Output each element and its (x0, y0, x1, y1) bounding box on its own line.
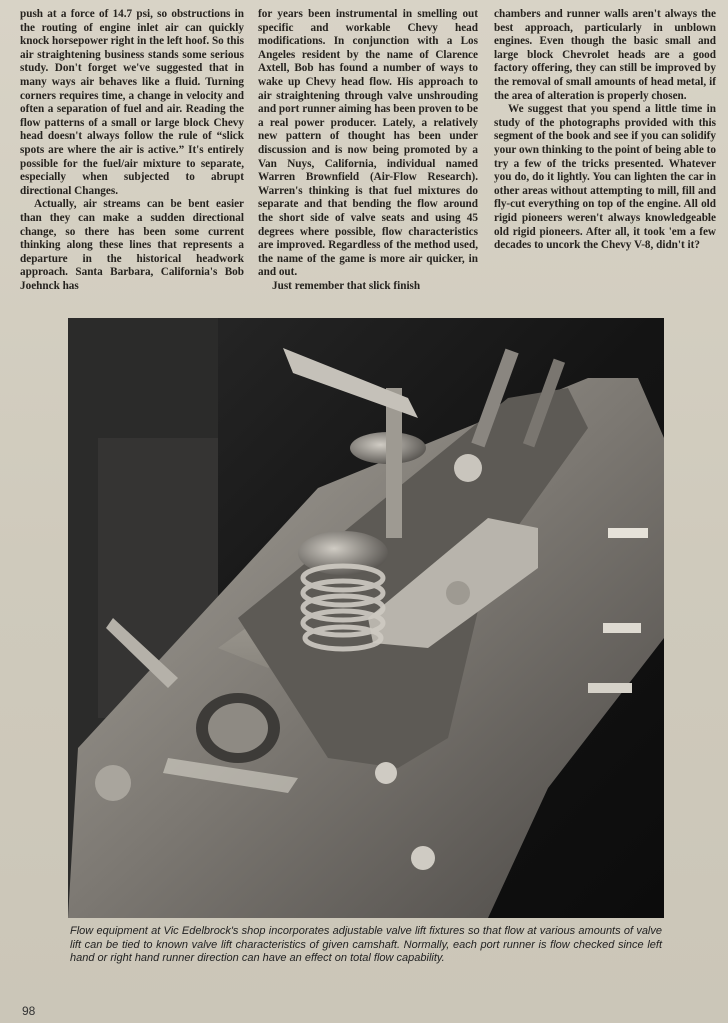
column3-paragraph-2: We suggest that you spend a little time in study of the photographs provided with this segment of the book and see if you can solidify your own thinking to the point of being able to try a few of the tricks presented. Whatever you do, do it lightly. You can lighten the car in other areas without attempting to mill, fill and fly-cut everything on top of the engine. All old rigid pioneers weren't always knowledgeable old rigid pioneers. After all, it took 'em a few decades to uncork the Chevy V-8, didn't it? (494, 103, 716, 252)
cylinder-head-illustration (68, 318, 664, 918)
column3-paragraph-1: chambers and runner walls aren't always the best approach, particularly in unblown engines. Even though the basic small and large block Chevrolet heads are a good factory offering, they can still be improved by the removal of small amounts of head metal, if the area of alteration is properly chosen. (494, 8, 716, 102)
column1-paragraph-2: Actually, air streams can be bent easier than they can make a sudden directional change, so there has been some current thinking along these lines that represents a departure in the historical headwork approach. Santa Barbara, California's Bob Joehnck has (20, 198, 244, 292)
page-number: 98 (22, 1004, 36, 1018)
column2-paragraph-1: for years been instrumental in smelling out specific and workable Chevy head modifications. In conjunction with a Los Angeles resident by the name of Clarence Axtell, Bob has found a number of ways to wake up Chevy head flow. His approach to air straightening through valve unshrouding and port runner aiming has been proven to be a real power producer. Lately, a relatively new pattern of thought has been under discussion and is now being promoted by a Van Nuys, California, individual named Warren Brownfield (Air-Flow Research). Warren's thinking is that fuel mixtures do separate and that bending the flow around the short side of valve seats and using 45 degrees where possible, flow characteristics are improved. Regardless of the method used, the name of the game is more air quicker, in and out. (258, 8, 478, 279)
column1-paragraph-1: push at a force of 14.7 psi, so obstructions in the routing of engine inlet air can quickly knock horsepower right in the left hoof. So this air straightening business stands some serious study. Don't forget we've suggested that in many ways air behaves like a fluid. Turning corners requires time, a change in velocity and often a separation of fuel and air. Reading the flow patterns of a small or large block Chevy head doesn't always follow the rule of “slick spots are where the air is active.” It's entirely possible for the fuel/air mixture to separate, especially when subjected to abrupt directional Changes. (20, 8, 244, 197)
text-column-2 (258, 8, 478, 293)
column2-paragraph-2: Just remember that slick finish (272, 279, 421, 292)
photo-caption: Flow equipment at Vic Edelbrock's shop incorporates adjustable valve lift fixtures so that flow at various amounts of valve lift can be tied to known valve lift characteristics of given camshaft. Normally, each port runner is flow checked since left hand or right hand runner direction can have an effect on total flow capability. (70, 925, 662, 964)
text-column-1 (20, 8, 244, 293)
text-column-3 (494, 8, 716, 253)
cylinder-head-photo (68, 318, 664, 918)
